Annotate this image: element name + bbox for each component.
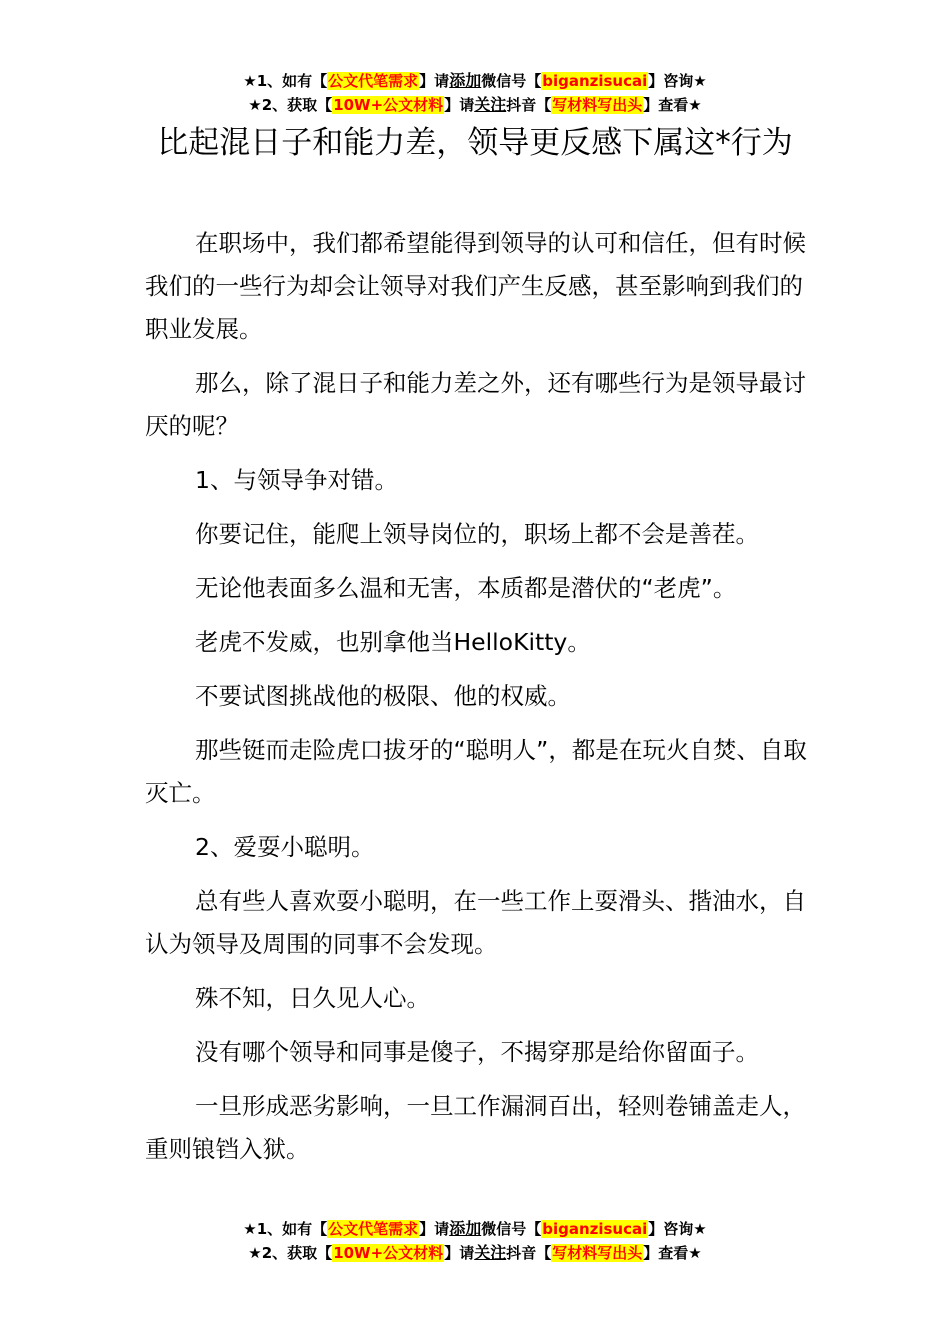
document-body (145, 222, 810, 1182)
promo-text: 】请 (419, 1220, 450, 1238)
paragraph: 你要记住，能爬上领导岗位的，职场上都不会是善茬。 (195, 520, 759, 548)
promo-highlight: 公文代笔需求 (328, 1220, 419, 1238)
promo-highlight: 10W+公文材料 (333, 1244, 444, 1262)
promo-text: 】请 (419, 72, 450, 90)
paragraph: 不要试图挑战他的极限、他的权威。 (195, 682, 571, 710)
promo-line-2 (0, 1241, 950, 1265)
promo-text: 】请 (444, 96, 475, 114)
promo-line-1 (0, 69, 950, 93)
promo-emphasis: 关注 (474, 1243, 507, 1262)
document-title: 比起混日子和能力差，领导更反感下属这*行为 (157, 125, 793, 161)
promo-wechat-id: biganzisucai (542, 1220, 648, 1238)
paragraph: 在职场中，我们都希望能得到领导的认可和信任，但有时候我们的一些行为却会让领导对我们产生反感，甚至影响到我们的职业发展。 (145, 229, 806, 343)
promo-line-2 (0, 93, 950, 117)
promo-wechat-id: biganzisucai (542, 72, 648, 90)
paragraph: 总有些人喜欢耍小聪明，在一些工作上耍滑头、揩油水，自认为领导及周围的同事不会发现。 (145, 887, 806, 958)
promo-text: 微信号【 (481, 72, 542, 90)
promo-douyin-id: 写材料写出头 (552, 1244, 643, 1262)
paragraph: 没有哪个领导和同事是傻子，不揭穿那是给你留面子。 (195, 1038, 759, 1066)
section-heading: 2、爱耍小聪明。 (195, 833, 375, 861)
promo-highlight: 公文代笔需求 (328, 72, 419, 90)
promo-line-1 (0, 1217, 950, 1241)
paragraph: 一旦形成恶劣影响，一旦工作漏洞百出，轻则卷铺盖走人，重则锒铛入狱。 (145, 1092, 806, 1163)
promo-text: 微信号【 (481, 1220, 542, 1238)
promo-prefix: ★1、如有【 (243, 1220, 328, 1238)
promo-text: 】请 (444, 1244, 475, 1262)
promo-emphasis: 关注 (474, 95, 507, 114)
promo-suffix: 】咨询★ (648, 72, 707, 90)
promo-prefix: ★1、如有【 (243, 72, 328, 90)
promo-header (0, 69, 950, 117)
promo-highlight: 10W+公文材料 (333, 96, 444, 114)
promo-prefix: ★2、获取【 (248, 1244, 333, 1262)
promo-emphasis: 添加 (449, 71, 482, 90)
promo-prefix: ★2、获取【 (248, 96, 333, 114)
promo-emphasis: 添加 (449, 1219, 482, 1238)
paragraph: 无论他表面多么温和无害，本质都是潜伏的“老虎”。 (195, 574, 737, 602)
promo-suffix: 】查看★ (643, 1244, 702, 1262)
promo-suffix: 】咨询★ (648, 1220, 707, 1238)
paragraph: 那么，除了混日子和能力差之外，还有哪些行为是领导最讨厌的呢？ (145, 369, 806, 440)
promo-text: 抖音【 (506, 1244, 552, 1262)
promo-footer (0, 1217, 950, 1265)
promo-text: 抖音【 (506, 96, 552, 114)
paragraph: 老虎不发威，也别拿他当HelloKitty。 (195, 628, 591, 656)
promo-douyin-id: 写材料写出头 (552, 96, 643, 114)
promo-suffix: 】查看★ (643, 96, 702, 114)
paragraph: 殊不知，日久见人心。 (195, 984, 430, 1012)
paragraph: 那些铤而走险虎口拔牙的“聪明人”，都是在玩火自焚、自取灭亡。 (145, 736, 807, 807)
section-heading: 1、与领导争对错。 (195, 466, 398, 494)
